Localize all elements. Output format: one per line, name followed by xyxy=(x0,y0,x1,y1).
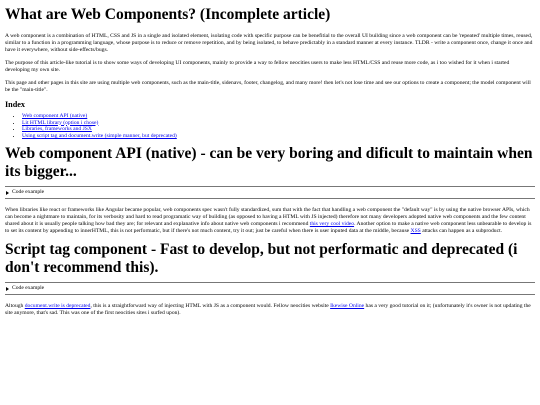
section2-paragraph xyxy=(5,303,535,317)
section1-text-b: . Another option to make a native web component less unbearable to develop is to set its content by appending to innerHTML, this is not performatic, but if there's not much content, try it out; just be careful when there is user inputed data at the middle, because xyxy=(5,221,532,235)
section2-text-b: , this is a straightforward way of injecting HTML with JS as a component would. Fellow neocities website xyxy=(90,303,331,310)
document-write-deprecated-link[interactable]: document.write is deprecated xyxy=(24,303,91,310)
section1-paragraph xyxy=(5,207,535,235)
index-item xyxy=(22,126,535,133)
code-example-label: Code example xyxy=(12,189,45,196)
ikewise-online-link[interactable]: Ikewise Online xyxy=(330,303,365,310)
page-title: What are Web Components? (Incomplete article) xyxy=(5,6,331,23)
xss-link[interactable]: XSS xyxy=(410,228,421,235)
index-item xyxy=(22,133,535,140)
index-item xyxy=(22,120,535,127)
index-link-script-tag[interactable]: Using script tag and document.write (simple manner, but deprecated) xyxy=(22,132,177,139)
intro-paragraph-3: This page and other pages in this site are using multiple web components, such as the main-title, sidenavs, footer, changelog, and many more! then let's not lose time and see our options to create a component; the model component will be the "main-title". xyxy=(5,80,531,93)
section1-text-a: When libraries like react or frameworks like Angular became popular, web components spec wasn't fully standardized, sum that with the fact that handling a web component the "default way" is by using the native browser APIs, which can become a nightmare to maintain, for its verbosity and hard to read programatic way of building (as opposed to having a HTML with JS injected) therefore not many developers adopted native web components and the few content shared about it is usually people talking how bad they are; for relevant and explanative info about native web components i recommend xyxy=(5,207,530,228)
intro-paragraph-1: A web component is a combination of HTML, CSS and JS in a single and isolated element, isolating code with specific purpose can be benefitial to the overall UI building since a web component can be 'repeated' multiple times, reused, similar to a function in a programming language, whose purpose is to reduce or remove repetition, and by being isolated, to behave predictably in a standard manner at every instance. TLDR - write a component once, change it once and have it everywhere, without side-effects/bugs. xyxy=(5,33,533,53)
index-list xyxy=(5,113,535,139)
section-heading-script-tag: Script tag component - Fast to develop, but not performatic and deprecated (i don't recommend this). xyxy=(5,241,518,277)
code-example-toggle[interactable] xyxy=(5,186,535,199)
section-heading-web-component-api: Web component API (native) - can be very boring and dificult to maintain when its bigger... xyxy=(5,145,533,181)
section2-text-c: has a very good tutorial on it; (unfortunately it's owner is not updating the site anymore, that's sad. This was one of the first neocities sites i surfed upon). xyxy=(5,303,531,317)
code-example-label: Code example xyxy=(12,285,45,292)
very-cool-video-link[interactable]: this very cool video xyxy=(309,221,355,228)
intro-paragraph-2: The purpose of this article-like tutorial is to show some ways of developing UI components, mainly to provide a way to fellow neocities users to make less HTML/CSS and reuse more code, as i too wished for it when i started developing my own site. xyxy=(5,60,510,73)
section1-text-c: attacks can happen as a subproduct. xyxy=(420,228,503,235)
index-item xyxy=(22,113,535,120)
index-link-web-component-api[interactable]: Web component API (native) xyxy=(22,113,88,119)
disclosure-triangle-icon xyxy=(6,191,9,195)
index-link-lit-html[interactable]: Lit HTML library (option i chose) xyxy=(22,119,99,126)
section2-text-a: Altough xyxy=(5,303,25,310)
disclosure-triangle-icon xyxy=(6,287,9,291)
code-example-toggle[interactable] xyxy=(5,282,535,295)
index-heading: Index xyxy=(5,100,26,109)
index-link-libraries[interactable]: Libraries, frameworks and JSX xyxy=(22,126,92,133)
